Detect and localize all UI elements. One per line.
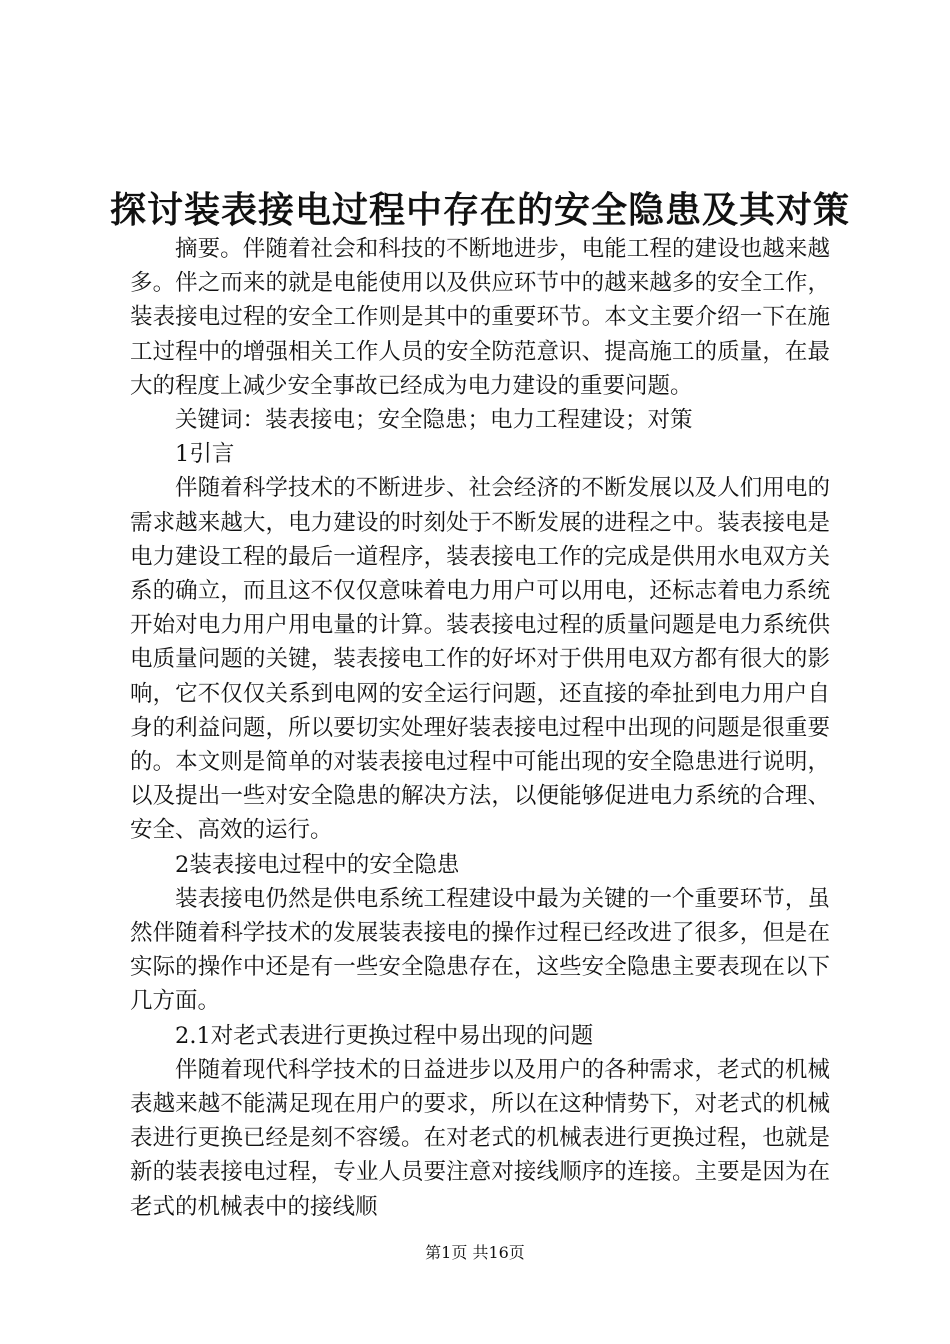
document-body [130, 232, 830, 1224]
page-footer: 第1页 共16页 [425, 1243, 525, 1262]
section-2-1-heading: 2.1对老式表进行更换过程中易出现的问题 [175, 1022, 594, 1049]
document-title: 探讨装表接电过程中存在的安全隐患及其对策 [109, 189, 850, 231]
section-1-paragraph: 伴随着科学技术的不断进步、社会经济的不断发展以及人们用电的需求越来越大，电力建设的时刻处于不断发展的进程之中。装表接电是电力建设工程的最后一道程序，装表接电工作的完成是供用水电双方关系的确立，而且这不仅仅意味着电力用户可以用电，还标志着电力系统开始对电力用户用电量的计算。装表接电过程的质量问题是电力系统供电质量问题的关键，装表接电工作的好坏对于供用电双方都有很大的影响，它不仅仅关系到电网的安全运行问题，还直接的牵扯到电力用户自身的利益问题，所以要切实处理好装表接电过程中出现的问题是很重要的。本文则是简单的对装表接电过程中可能出现的安全隐患进行说明，以及提出一些对安全隐患的解决方法，以便能够促进电力系统的合理、安全、高效的运行。 [130, 475, 830, 844]
section-2-heading: 2装表接电过程中的安全隐患 [175, 851, 460, 878]
section-2-paragraph: 装表接电仍然是供电系统工程建设中最为关键的一个重要环节，虽然伴随着科学技术的发展装表接电的操作过程已经改进了很多，但是在实际的操作中还是有一些安全隐患存在，这些安全隐患主要表现在以下几方面。 [130, 885, 830, 1015]
section-2-1-paragraph: 伴随着现代科学技术的日益进步以及用户的各种需求，老式的机械表越来越不能满足现在用户的要求，所以在这种情势下，对老式的机械表进行更换已经是刻不容缓。在对老式的机械表进行更换过程，也就是新的装表接电过程，专业人员要注意对接线顺序的连接。主要是因为在老式的机械表中的接线顺 [130, 1056, 830, 1220]
abstract-paragraph: 摘要。伴随着社会和科技的不断地进步，电能工程的建设也越来越多。伴之而来的就是电能使用以及供应环节中的越来越多的安全工作，装表接电过程的安全工作则是其中的重要环节。本文主要介绍一下在施工过程中的增强相关工作人员的安全防范意识、提高施工的质量，在最大的程度上减少安全事故已经成为电力建设的重要问题。 [130, 236, 830, 399]
keywords-line: 关键词：装表接电；安全隐患；电力工程建设；对策 [175, 407, 693, 434]
section-1-heading: 1引言 [175, 441, 235, 468]
